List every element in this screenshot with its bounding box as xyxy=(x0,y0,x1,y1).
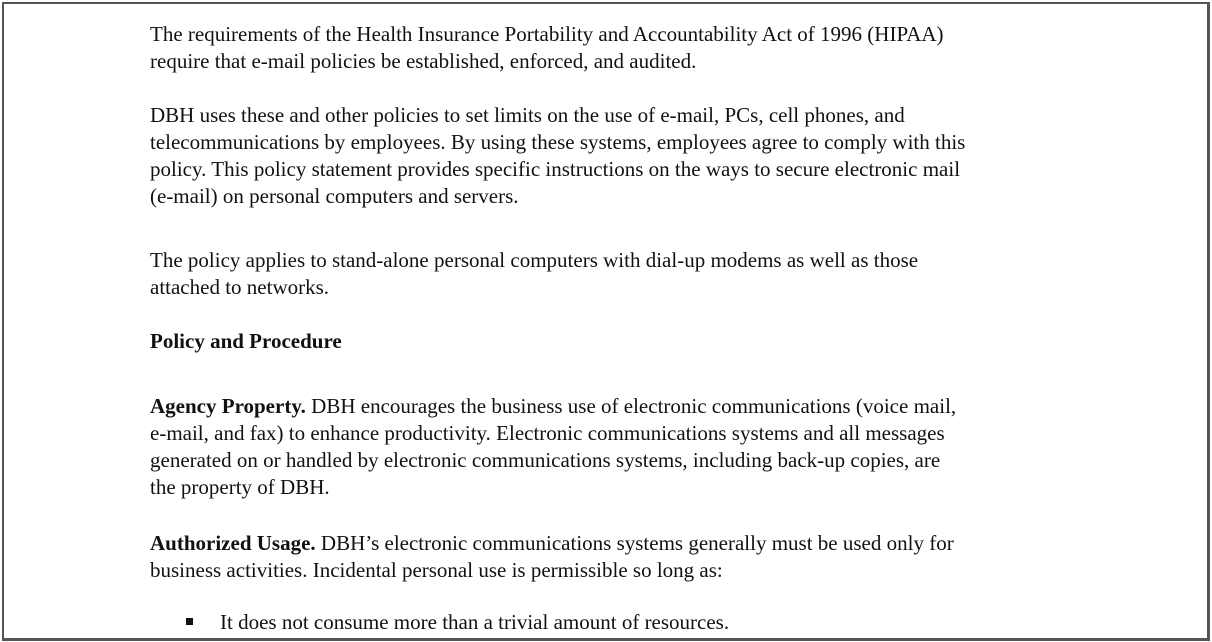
authorized-usage-label: Authorized Usage. xyxy=(150,531,316,555)
paragraph-dbh-policies xyxy=(150,102,1110,210)
text-line: e-mail, and fax) to enhance productivity. Electronic communications systems and all messages xyxy=(150,421,945,445)
text-line: require that e-mail policies be established, enforced, and audited. xyxy=(150,49,697,73)
paragraph-authorized-usage xyxy=(150,530,1110,584)
text-line: policy. This policy statement provides specific instructions on the ways to secure electronic mail xyxy=(150,157,961,181)
paragraph-hipaa xyxy=(150,21,1110,75)
text-line: The policy applies to stand-alone personal computers with dial-up modems as well as those xyxy=(150,248,919,272)
paragraph-scope xyxy=(150,247,1110,301)
section-heading: Policy and Procedure xyxy=(150,329,342,353)
list-item xyxy=(150,609,1110,636)
text-line: telecommunications by employees. By using these systems, employees agree to comply with this xyxy=(150,130,966,154)
text-line: DBH’s electronic communications systems generally must be used only for xyxy=(315,531,954,555)
text-line: the property of DBH. xyxy=(150,475,330,499)
list-item-text: It does not consume more than a trivial amount of resources. xyxy=(220,610,730,634)
agency-property-label: Agency Property. xyxy=(150,394,306,418)
document-frame xyxy=(2,2,1210,641)
paragraph-agency-property xyxy=(150,393,1110,501)
text-line: business activities. Incidental personal use is permissible so long as: xyxy=(150,558,723,582)
document-page xyxy=(150,21,1110,636)
text-line: DBH uses these and other policies to set limits on the use of e-mail, PCs, cell phones, and xyxy=(150,103,905,127)
square-bullet-icon xyxy=(186,618,193,625)
text-line: DBH encourages the business use of electronic communications (voice mail, xyxy=(305,394,957,418)
text-line: (e-mail) on personal computers and servers. xyxy=(150,184,519,208)
text-line: The requirements of the Health Insurance Portability and Accountability Act of 1996 (HIPAA) xyxy=(150,22,944,46)
text-line: generated on or handled by electronic communications systems, including back-up copies, are xyxy=(150,448,941,472)
text-line: attached to networks. xyxy=(150,275,330,299)
